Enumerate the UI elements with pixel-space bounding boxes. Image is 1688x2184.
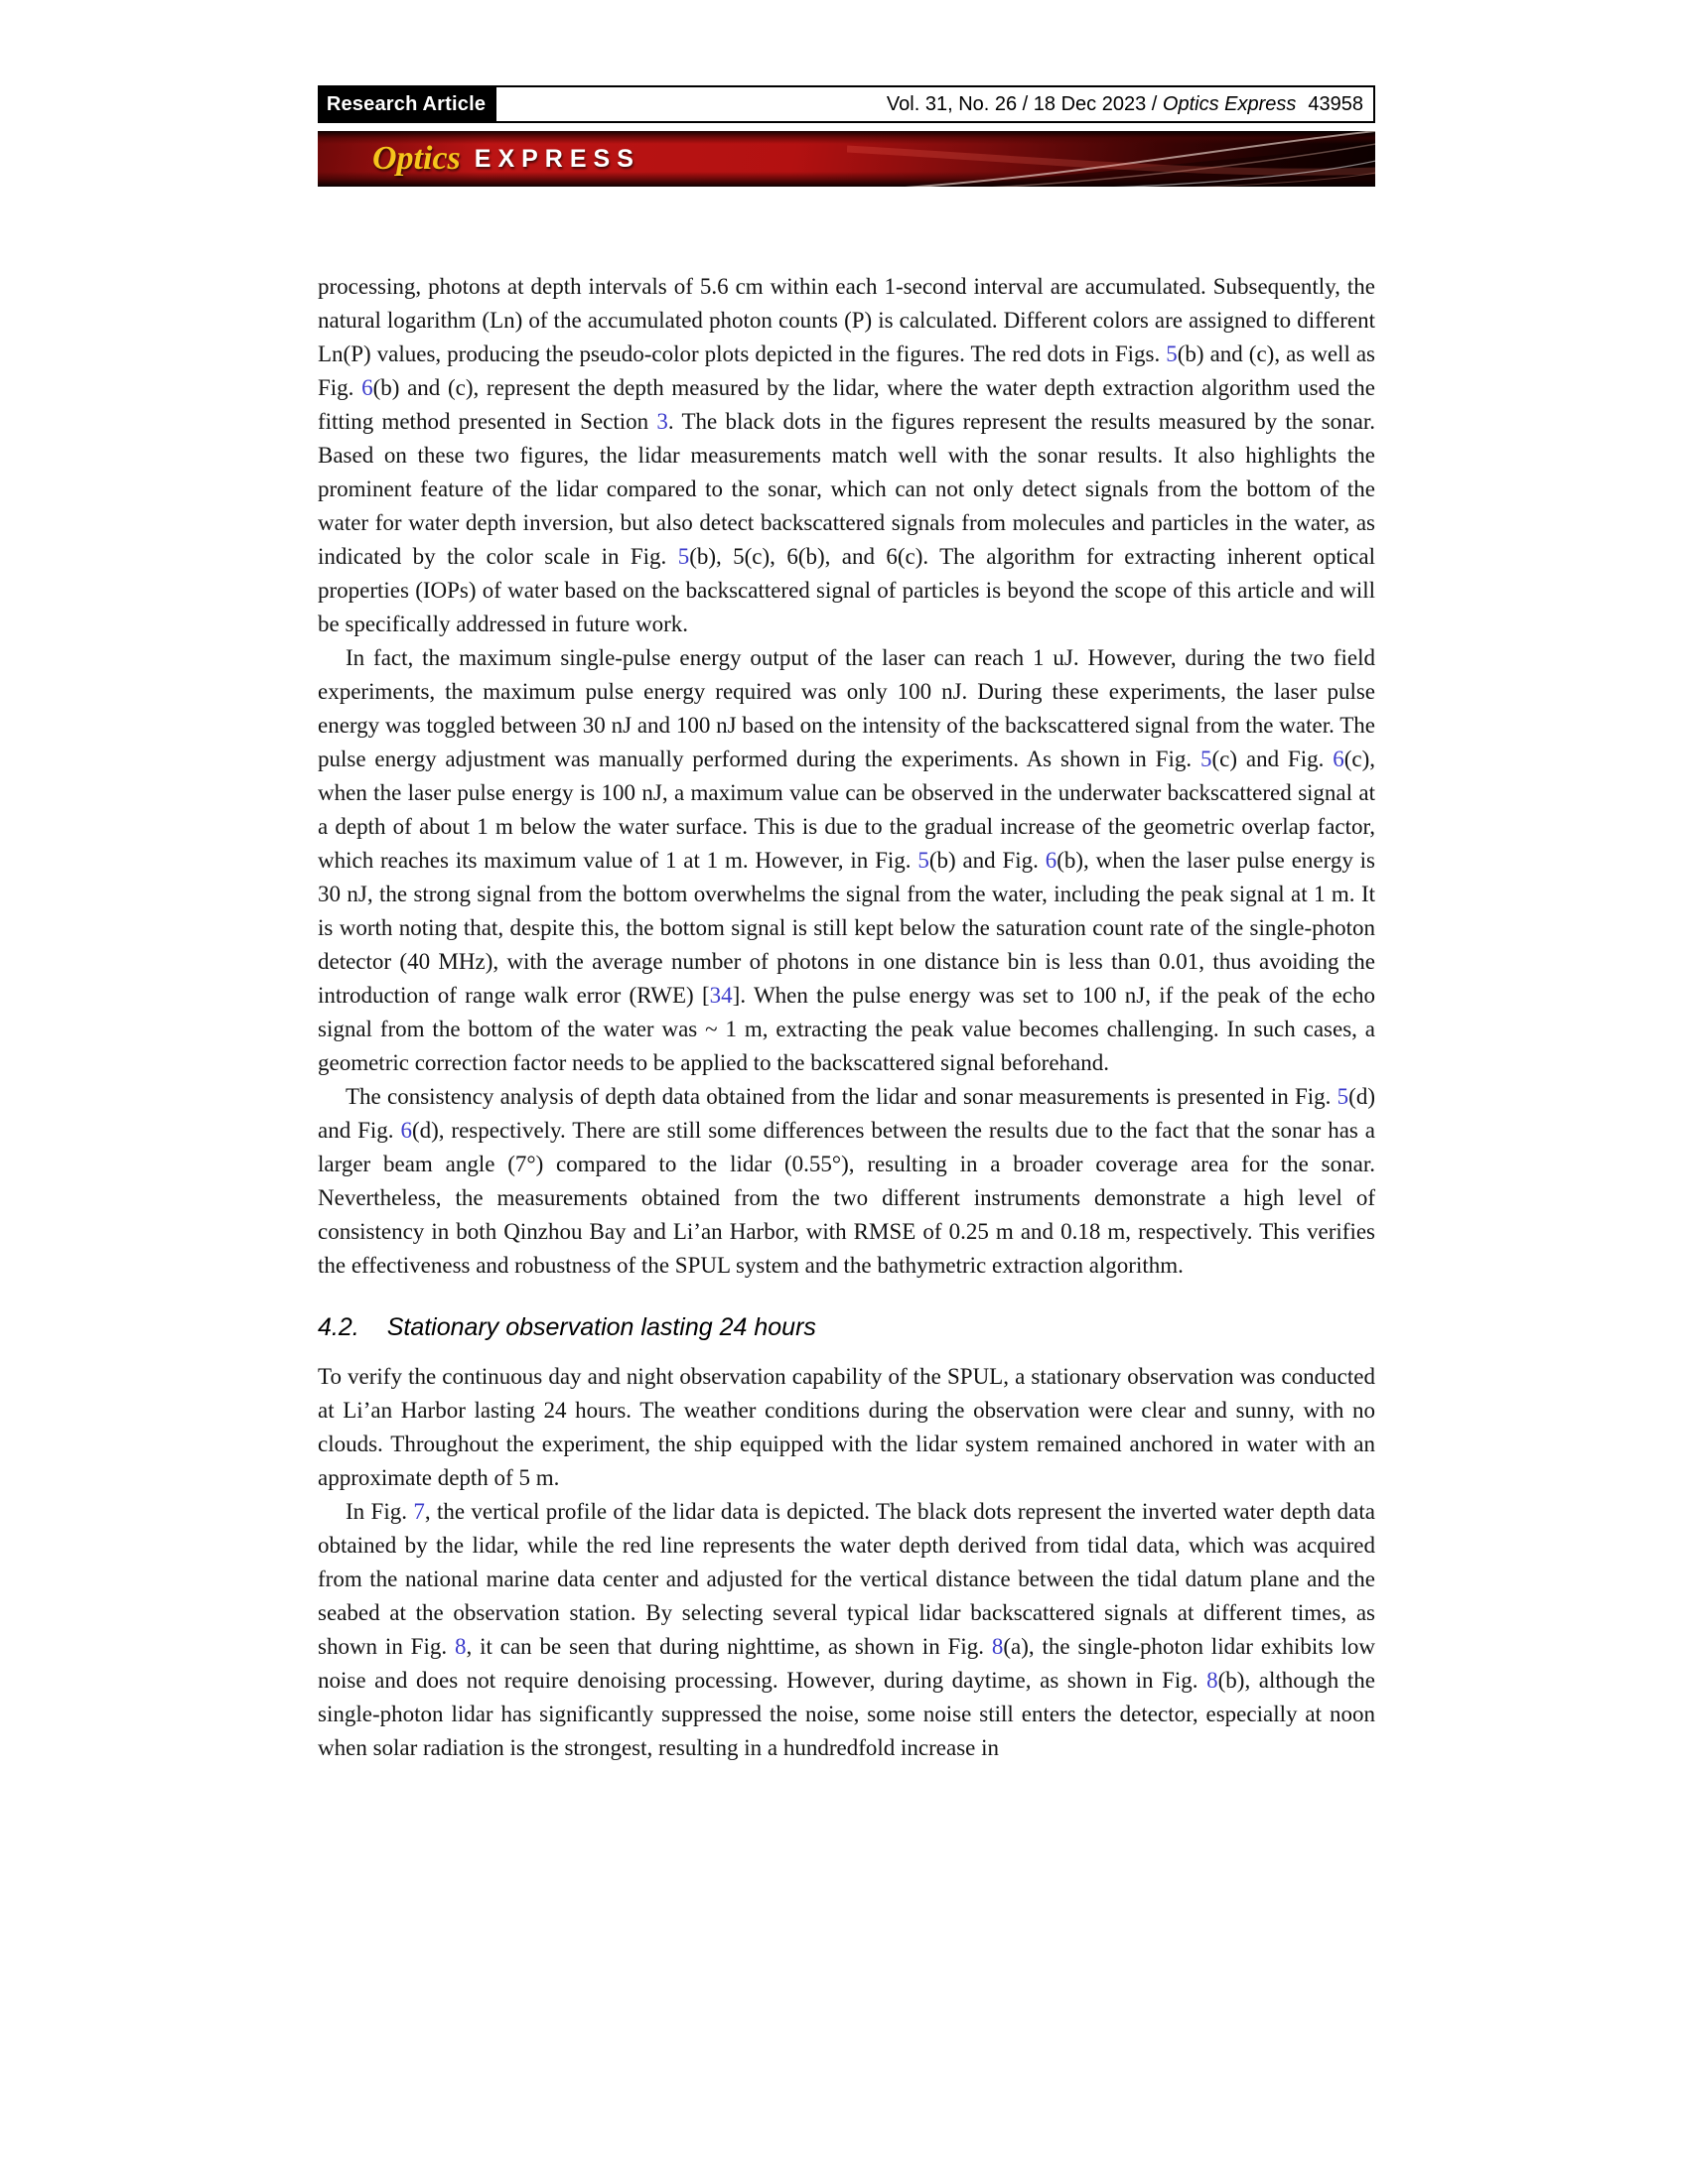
section-title: Stationary observation lasting 24 hours (386, 1313, 816, 1341)
text-run: . The black dots in the figures represent the results measured by the sonar. Based on these two figures, the lidar measurements match well with the sonar results. It also highlights the prominent feature of the lidar compared to the sonar, which can not only detect signals from the bottom of the water for water depth inversion, but also detect backscattered signals from molecules and particles in the water, as indicated by the color scale in Fig. (318, 409, 1375, 569)
figure-reference-link[interactable]: 6 (1333, 747, 1344, 771)
express-wordmark: EXPRESS (474, 144, 640, 173)
citation-box (494, 85, 1375, 123)
text-run: (b), although the single-photon lidar has significantly suppressed the noise, some noise still enters the detector, especially at noon when solar radiation is the strongest, resulting in a hundredfold increase in (318, 1668, 1376, 1760)
text-run: (c), when the laser pulse energy is 100 nJ, a maximum value can be observed in the underwater backscattered signal at a depth of about 1 m below the water surface. This is due to the gradual increase of the geometric overlap factor, which reaches its maximum value of 1 at 1 m. However, in Fig. (318, 747, 1376, 873)
figure-reference-link[interactable]: 6 (361, 375, 373, 400)
figure-reference-link[interactable]: 8 (991, 1634, 1004, 1659)
page-header (318, 85, 1375, 123)
text-run: , it can be seen that during nighttime, as shown in Fig. (466, 1634, 992, 1659)
article-body (318, 270, 1375, 1765)
section-heading (318, 1310, 1375, 1344)
text-run: (b), 5(c), 6(b), and 6(c). The algorithm for extracting inherent optical properties (IOPs) of water based on the backscattered signal of particles is beyond the scope of this article and will be specifically addressed in future work. (318, 544, 1375, 636)
section-number: 4.2. (318, 1313, 359, 1341)
figure-reference-link[interactable]: 34 (709, 983, 733, 1008)
optics-wordmark: Optics (372, 140, 461, 177)
figure-reference-link[interactable]: 8 (454, 1634, 467, 1659)
body-paragraph (318, 1080, 1375, 1283)
body-paragraph (318, 1360, 1375, 1495)
text-run: The consistency analysis of depth data obtained from the lidar and sonar measurements is presented in Fig. (346, 1084, 1337, 1109)
text-run: (c) and Fig. (1211, 747, 1334, 771)
text-run: ]. When the pulse energy was set to 100 nJ, if the peak of the echo signal from the bottom of the water was ~ 1 m, extracting the peak value becomes challenging. In such cases, a geometric correction factor needs to be applied to the backscattered signal beforehand. (318, 983, 1375, 1075)
figure-reference-link[interactable]: 5 (1336, 1084, 1349, 1109)
figure-reference-link[interactable]: 6 (400, 1118, 412, 1143)
citation-journal-name: Optics Express (1162, 92, 1297, 115)
article-type-badge: Research Article (318, 85, 494, 123)
journal-banner (318, 131, 1375, 187)
figure-reference-link[interactable]: 7 (413, 1499, 425, 1524)
banner-waves-graphic (847, 131, 1376, 187)
citation-prefix: Vol. 31, No. 26 / 18 Dec 2023 / (886, 92, 1163, 115)
body-paragraph (318, 641, 1375, 1080)
text-run: processing, photons at depth intervals of 5.6 cm within each 1-second interval are accumulated. Subsequently, the natural logarithm (Ln) of the accumulated photon counts (P) is calculated. Different colors are assigned to different Ln(P) values, producing the pseudo-color plots depicted in the figures. The red dots in Figs. (318, 274, 1375, 366)
text-run: To verify the continuous day and night observation capability of the SPUL, a stationary observation was conducted at Li’an Harbor lasting 24 hours. The weather conditions during the observation were clear and sunny, with no clouds. Throughout the experiment, the ship equipped with the lidar system remained anchored in water with an approximate depth of 5 m. (318, 1364, 1375, 1490)
text-run: (d) and Fig. (318, 1084, 1375, 1143)
citation-page-number: 43958 (1308, 92, 1363, 115)
figure-reference-link[interactable]: 5 (1199, 747, 1212, 771)
text-run: (b) and (c), represent the depth measured by the lidar, where the water depth extraction algorithm used the fitting method presented in Section (318, 375, 1376, 434)
page-content (318, 85, 1375, 1765)
text-run: In Fig. (346, 1499, 414, 1524)
banner-wordmark (372, 131, 640, 187)
figure-reference-link[interactable]: 6 (1045, 848, 1057, 873)
text-run: In fact, the maximum single-pulse energy output of the laser can reach 1 uJ. However, during the two field experiments, the maximum pulse energy required was only 100 nJ. During these experiments, the laser pulse energy was toggled between 30 nJ and 100 nJ based on the intensity of the backscattered signal from the water. The pulse energy adjustment was manually performed during the experiments. As shown in Fig. (318, 645, 1375, 771)
text-run: (b) and Fig. (928, 848, 1046, 873)
figure-reference-link[interactable]: 8 (1206, 1668, 1218, 1693)
text-run: (b) and (c), as well as Fig. (318, 341, 1375, 400)
text-run: (a), the single-photon lidar exhibits low noise and does not require denoising processing. However, during daytime, as shown in Fig. (318, 1634, 1376, 1693)
text-run: , the vertical profile of the lidar data is depicted. The black dots represent the inverted water depth data obtained by the lidar, while the red line represents the water depth derived from tidal data, which was acquired from the national marine data center and adjusted for the vertical distance between the tidal datum plane and the seabed at the observation station. By selecting several typical lidar backscattered signals at different times, as shown in Fig. (318, 1499, 1375, 1659)
figure-reference-link[interactable]: 3 (656, 409, 668, 434)
figure-reference-link[interactable]: 5 (1166, 341, 1178, 366)
figure-reference-link[interactable]: 5 (677, 544, 690, 569)
body-paragraph (318, 1495, 1375, 1765)
figure-reference-link[interactable]: 5 (917, 848, 929, 873)
text-run: (b), when the laser pulse energy is 30 nJ, the strong signal from the bottom overwhelms the signal from the water, including the peak signal at 1 m. It is worth noting that, despite this, the bottom signal is still kept below the saturation count rate of the single-photon detector (40 MHz), with the average number of photons in one distance bin is less than 0.01, thus avoiding the introduction of range walk error (RWE) [ (318, 848, 1376, 1008)
text-run: (d), respectively. There are still some differences between the results due to the fact that the sonar has a larger beam angle (7°) compared to the lidar (0.55°), resulting in a broader coverage area for the sonar. Nevertheless, the measurements obtained from the two different instruments demonstrate a high level of consistency in both Qinzhou Bay and Li’an Harbor, with RMSE of 0.25 m and 0.18 m, respectively. This verifies the effectiveness and robustness of the SPUL system and the bathymetric extraction algorithm. (318, 1118, 1375, 1278)
body-paragraph (318, 270, 1375, 641)
